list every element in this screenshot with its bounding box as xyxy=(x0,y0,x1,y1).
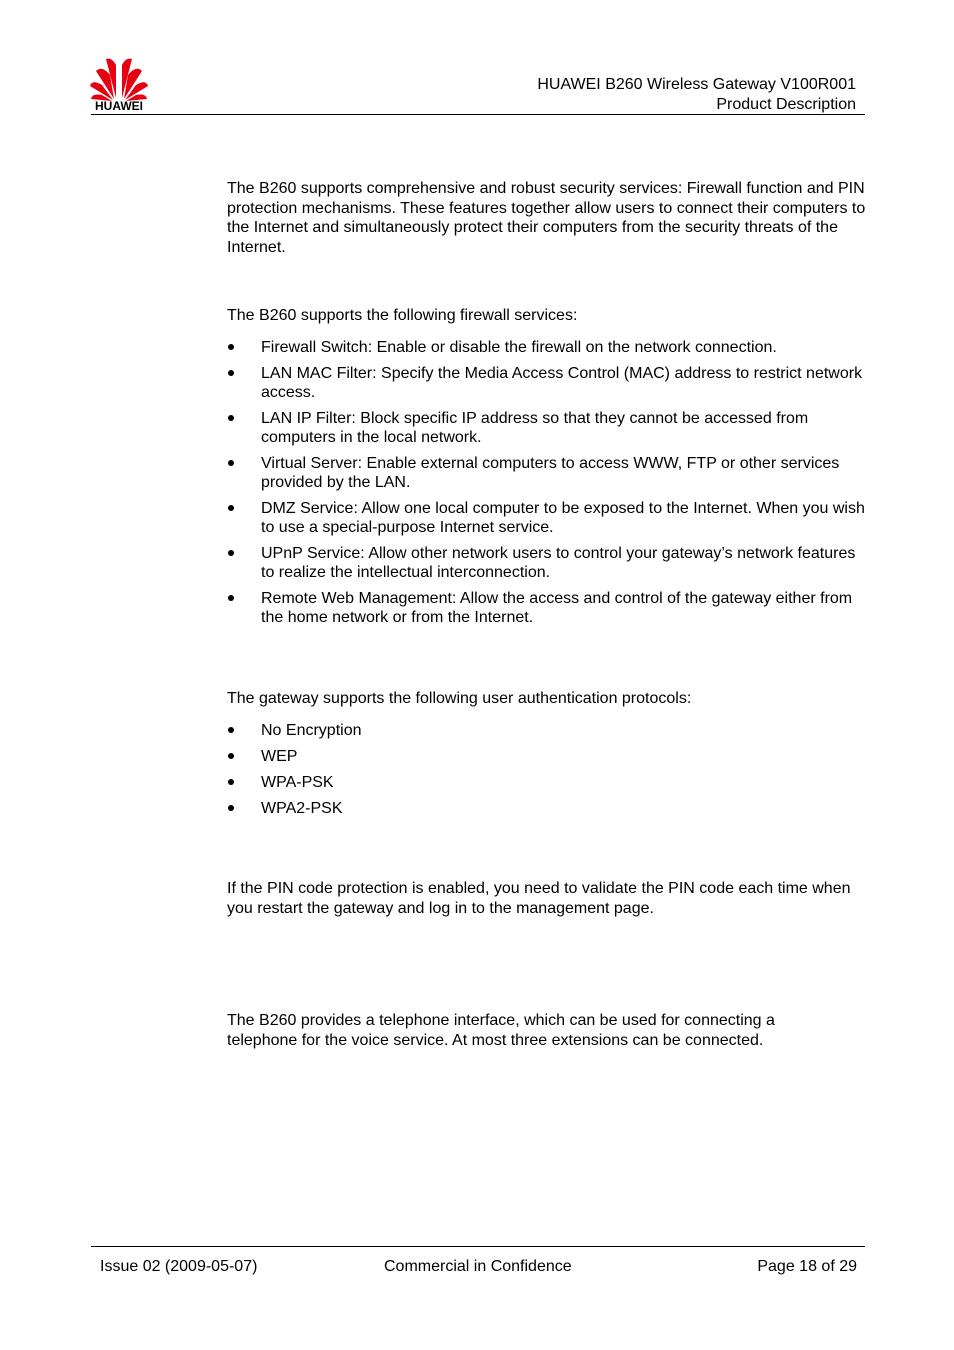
list-item: Firewall Switch: Enable or disable the firewall on the network connection. xyxy=(227,338,867,358)
security-intro-paragraph: The B260 supports comprehensive and robust security services: Firewall function and PIN protection mechanisms. These features together allow users to connect their computers to the Internet and simultaneously protect their computers from the security threats of the Internet. xyxy=(227,180,866,256)
list-item: Remote Web Management: Allow the access and control of the gateway either from the home network or from the Internet. xyxy=(227,589,867,628)
bullet-icon xyxy=(228,727,234,733)
header-doc-type: Product Description xyxy=(716,96,856,113)
bullet-icon xyxy=(228,370,234,376)
list-item: WEP xyxy=(227,747,867,767)
footer-page-number: Page 18 of 29 xyxy=(757,1258,857,1275)
firewall-services-list xyxy=(227,338,867,628)
list-item: Virtual Server: Enable external computers to access WWW, FTP or other services provided by the LAN. xyxy=(227,454,867,493)
footer-confidentiality: Commercial in Confidence xyxy=(384,1258,572,1275)
bullet-icon xyxy=(228,460,234,466)
bullet-icon xyxy=(228,753,234,759)
list-item: WPA2-PSK xyxy=(227,799,867,819)
auth-protocols-list xyxy=(227,721,867,819)
bullet-icon xyxy=(228,550,234,556)
bullet-icon xyxy=(228,779,234,785)
list-item: No Encryption xyxy=(227,721,867,741)
voice-service-paragraph: The B260 provides a telephone interface, which can be used for connecting a telephone for the voice service. At most three extensions can be connected. xyxy=(227,1012,775,1049)
footer-issue: Issue 02 (2009-05-07) xyxy=(100,1258,258,1275)
huawei-petals-icon xyxy=(88,55,150,101)
header-divider xyxy=(91,114,865,115)
bullet-icon xyxy=(228,595,234,601)
auth-intro-paragraph: The gateway supports the following user authentication protocols: xyxy=(227,690,692,707)
list-item: UPnP Service: Allow other network users to control your gateway’s network features to realize the intellectual interconnection. xyxy=(227,544,867,583)
pin-protection-paragraph: If the PIN code protection is enabled, you need to validate the PIN code each time when you restart the gateway and log in to the management page. xyxy=(227,880,851,917)
bullet-icon xyxy=(228,344,234,350)
list-item: DMZ Service: Allow one local computer to be exposed to the Internet. When you wish to use a special-purpose Internet service. xyxy=(227,499,867,538)
huawei-logo xyxy=(88,55,150,115)
logo-wordmark: HUAWEI xyxy=(95,99,143,113)
list-item: LAN MAC Filter: Specify the Media Access Control (MAC) address to restrict network access. xyxy=(227,364,867,403)
document-header xyxy=(537,75,856,115)
bullet-icon xyxy=(228,505,234,511)
list-item: LAN IP Filter: Block specific IP address so that they cannot be accessed from computers in the local network. xyxy=(227,409,867,448)
list-item: WPA-PSK xyxy=(227,773,867,793)
bullet-icon xyxy=(228,805,234,811)
bullet-icon xyxy=(228,415,234,421)
footer-divider xyxy=(91,1246,865,1247)
header-product-title: HUAWEI B260 Wireless Gateway V100R001 xyxy=(537,76,856,93)
firewall-intro-paragraph: The B260 supports the following firewall services: xyxy=(227,307,578,324)
